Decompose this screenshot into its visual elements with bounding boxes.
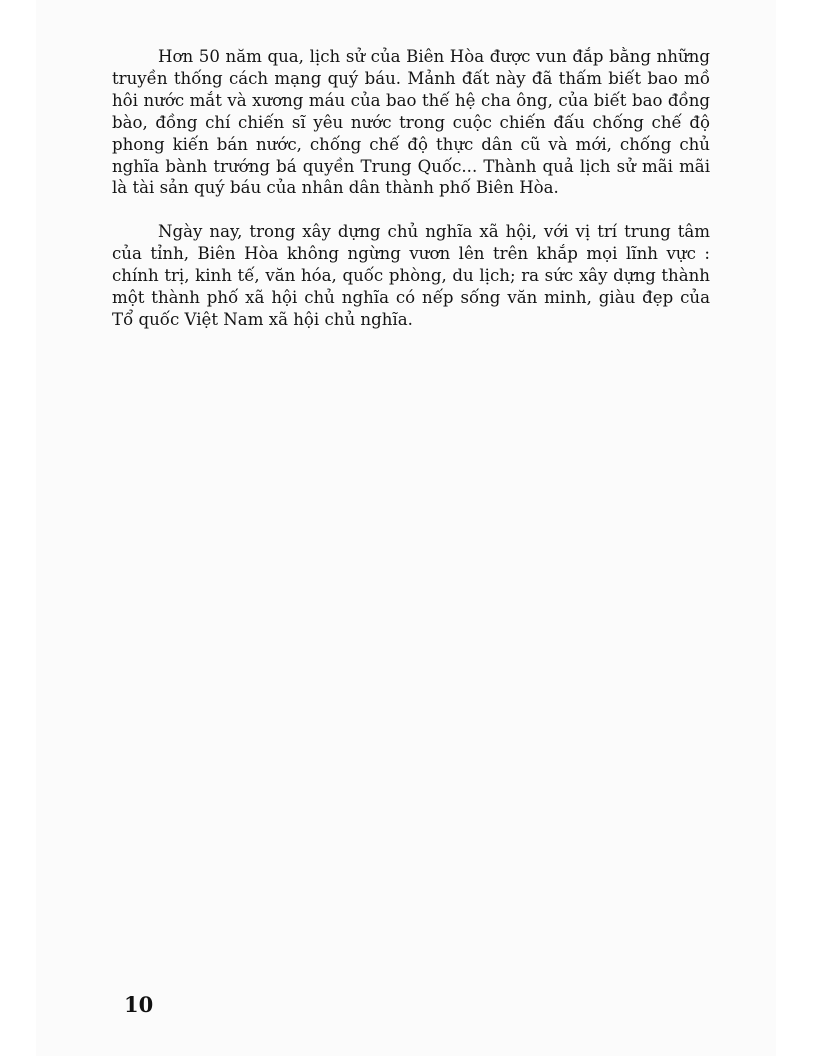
paragraph-history: Hơn 50 năm qua, lịch sử của Biên Hòa được vun đắp bằng những truyền thống cách mạng quý báu. Mảnh đất này đã thấm biết bao mồ hôi nước mắt và xương máu của bao thế hệ cha ông, của biết bao đồng bào, đồng chí chiến sĩ yêu nước trong cuộc chiến đấu chống chế độ phong kiến bán nước, chống chế độ thực dân cũ và mới, chống chủ nghĩa bành trướng bá quyền Trung Quốc... Thành quả lịch sử mãi mãi là tài sản quý báu của nhân dân thành phố Biên Hòa. <box>112 47 710 198</box>
body-text <box>112 46 710 331</box>
page-number: 10 <box>124 992 154 1017</box>
paragraph-present-day: Ngày nay, trong xây dựng chủ nghĩa xã hội, với vị trí trung tâm của tỉnh, Biên Hòa không ngừng vươn lên trên khắp mọi lĩnh vực : chính trị, kinh tế, văn hóa, quốc phòng, du lịch; ra sức xây dựng thành một thành phố xã hội chủ nghĩa có nếp sống văn minh, giàu đẹp của Tổ quốc Việt Nam xã hội chủ nghĩa. <box>112 222 710 329</box>
